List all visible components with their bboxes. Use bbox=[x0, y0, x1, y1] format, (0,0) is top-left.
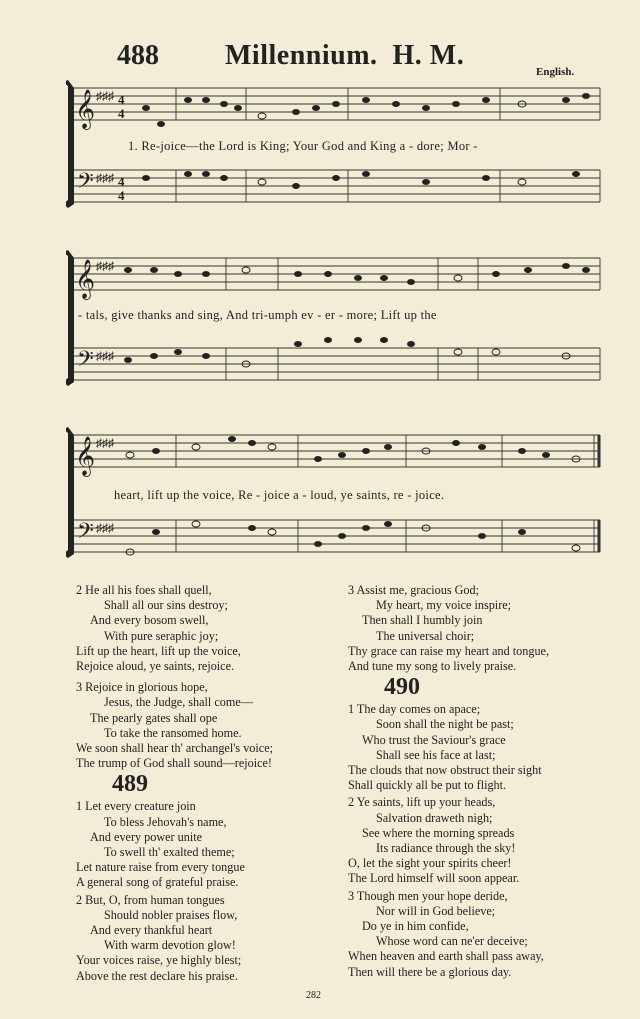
verse-488-3 bbox=[76, 680, 346, 771]
verse-line: My heart, my voice inspire; bbox=[376, 598, 512, 613]
verse-490-2 bbox=[348, 795, 603, 886]
verse-line: 2 But, O, from human tongues bbox=[76, 892, 225, 907]
verse-line: To swell th' exalted theme; bbox=[104, 845, 235, 860]
verse-line: Lift up the heart, lift up the voice, bbox=[76, 643, 241, 658]
verse-line: Shall quickly all be put to flight. bbox=[348, 778, 507, 793]
verse-line: Salvation draweth nigh; bbox=[376, 810, 493, 825]
verse-line: Rejoice aloud, ye saints, rejoice. bbox=[76, 659, 235, 674]
verse-490-1 bbox=[348, 702, 603, 793]
verse-line: The clouds that now obstruct their sight bbox=[348, 763, 542, 778]
verse-line: And tune my song to lively praise. bbox=[348, 659, 517, 674]
svg-text:4: 4 bbox=[118, 106, 125, 121]
hymn-meter: H. M. bbox=[392, 40, 465, 71]
hymn-number: 488 bbox=[117, 40, 159, 71]
svg-text:𝄢: 𝄢 bbox=[77, 169, 94, 198]
verse-490-3 bbox=[348, 889, 603, 980]
verse-line: 2 Ye saints, lift up your heads, bbox=[348, 795, 496, 810]
page-number: 282 bbox=[306, 990, 321, 1001]
svg-text:♯♯♯: ♯♯♯ bbox=[96, 521, 114, 535]
verse-line: To bless Jehovah's name, bbox=[104, 814, 227, 829]
lyric-line-2: - tals, give thanks and sing, And tri-umph ev - er - more; Lift up the bbox=[78, 308, 437, 322]
verse-line: 1 The day comes on apace; bbox=[348, 702, 481, 717]
verse-line: Your voices raise, ye highly blest; bbox=[76, 953, 242, 968]
svg-text:4: 4 bbox=[118, 188, 125, 203]
verse-489-3 bbox=[348, 583, 603, 674]
verse-line: To take the ransomed home. bbox=[104, 725, 242, 740]
svg-text:♯♯♯: ♯♯♯ bbox=[96, 259, 114, 273]
verse-line: Its radiance through the sky! bbox=[376, 841, 516, 856]
verse-line: And every bosom swell, bbox=[90, 613, 209, 628]
verse-line: Who trust the Saviour's grace bbox=[362, 732, 506, 747]
verse-line: Jesus, the Judge, shall come— bbox=[104, 695, 253, 710]
hymn-title-text: Millennium. bbox=[225, 40, 378, 71]
verse-line: The Lord himself will soon appear. bbox=[348, 871, 520, 886]
svg-text:♯♯♯: ♯♯♯ bbox=[96, 436, 114, 450]
verse-line: 2 He all his foes shall quell, bbox=[76, 583, 212, 597]
tune-name: English. bbox=[536, 66, 575, 78]
verse-line: Shall see his face at last; bbox=[376, 747, 496, 762]
right-text-column bbox=[348, 583, 603, 980]
verse-489-2 bbox=[76, 893, 346, 984]
lyric-line-1: 1. Re-joice—the Lord is King; Your God and King a - dore; Mor - bbox=[128, 139, 478, 153]
verse-489-1 bbox=[76, 799, 346, 890]
svg-text:𝄞: 𝄞 bbox=[75, 438, 96, 475]
svg-text:♯♯♯: ♯♯♯ bbox=[96, 171, 114, 185]
verse-line: The universal choir; bbox=[376, 628, 475, 643]
verse-line: We soon shall hear th' archangel's voice; bbox=[76, 741, 273, 756]
verse-line: Soon shall the night be past; bbox=[376, 717, 514, 732]
verse-line: 3 Rejoice in glorious hope, bbox=[76, 680, 208, 695]
verse-line: Nor will in God believe; bbox=[376, 903, 496, 918]
verse-line: 3 Though men your hope deride, bbox=[348, 888, 508, 903]
left-text-column bbox=[76, 583, 346, 984]
verse-line: Shall all our sins destroy; bbox=[104, 598, 228, 613]
verse-line: The pearly gates shall ope bbox=[90, 710, 218, 725]
svg-text:♯♯♯: ♯♯♯ bbox=[96, 349, 114, 363]
verse-line: O, let the sight your spirits cheer! bbox=[348, 856, 512, 871]
lyric-line-3: heart, lift up the voice, Re - joice a - loud, ye saints, re - joice. bbox=[114, 488, 445, 502]
verse-line: With pure seraphic joy; bbox=[104, 628, 219, 643]
hymn-number-490: 490 bbox=[384, 674, 420, 701]
verse-line: And every thankful heart bbox=[90, 923, 213, 938]
verse-line: Above the rest declare his praise. bbox=[76, 968, 238, 983]
svg-text:♯♯♯: ♯♯♯ bbox=[96, 89, 114, 103]
verse-line: Then will there be a glorious day. bbox=[348, 964, 512, 979]
svg-text:𝄢: 𝄢 bbox=[77, 347, 94, 376]
verse-line: A general song of grateful praise. bbox=[76, 875, 239, 890]
verse-line: 3 Assist me, gracious God; bbox=[348, 583, 480, 597]
verse-line: 1 Let every creature join bbox=[76, 799, 196, 814]
svg-text:4: 4 bbox=[118, 174, 125, 189]
verse-line: Should nobler praises flow, bbox=[104, 907, 238, 922]
svg-text:𝄞: 𝄞 bbox=[75, 91, 96, 128]
verse-line: See where the morning spreads bbox=[362, 825, 515, 840]
verse-line: And every power unite bbox=[90, 829, 203, 844]
verse-line: Whose word can ne'er deceive; bbox=[376, 934, 528, 949]
verse-line: Thy grace can raise my heart and tongue, bbox=[348, 643, 550, 658]
svg-text:4: 4 bbox=[118, 92, 125, 107]
verse-line: When heaven and earth shall pass away, bbox=[348, 949, 544, 964]
verse-line: Then shall I humbly join bbox=[362, 613, 483, 628]
hymn-number-489: 489 bbox=[112, 771, 148, 798]
verse-line: Do ye in him confide, bbox=[362, 919, 469, 934]
svg-text:𝄞: 𝄞 bbox=[75, 261, 96, 298]
verse-line: With warm devotion glow! bbox=[104, 938, 236, 953]
verse-line: Let nature raise from every tongue bbox=[76, 860, 245, 875]
hymn-title bbox=[225, 40, 464, 72]
verse-line: The trump of God shall sound—rejoice! bbox=[76, 756, 272, 771]
svg-text:𝄢: 𝄢 bbox=[77, 519, 94, 548]
verse-488-2 bbox=[76, 583, 346, 674]
